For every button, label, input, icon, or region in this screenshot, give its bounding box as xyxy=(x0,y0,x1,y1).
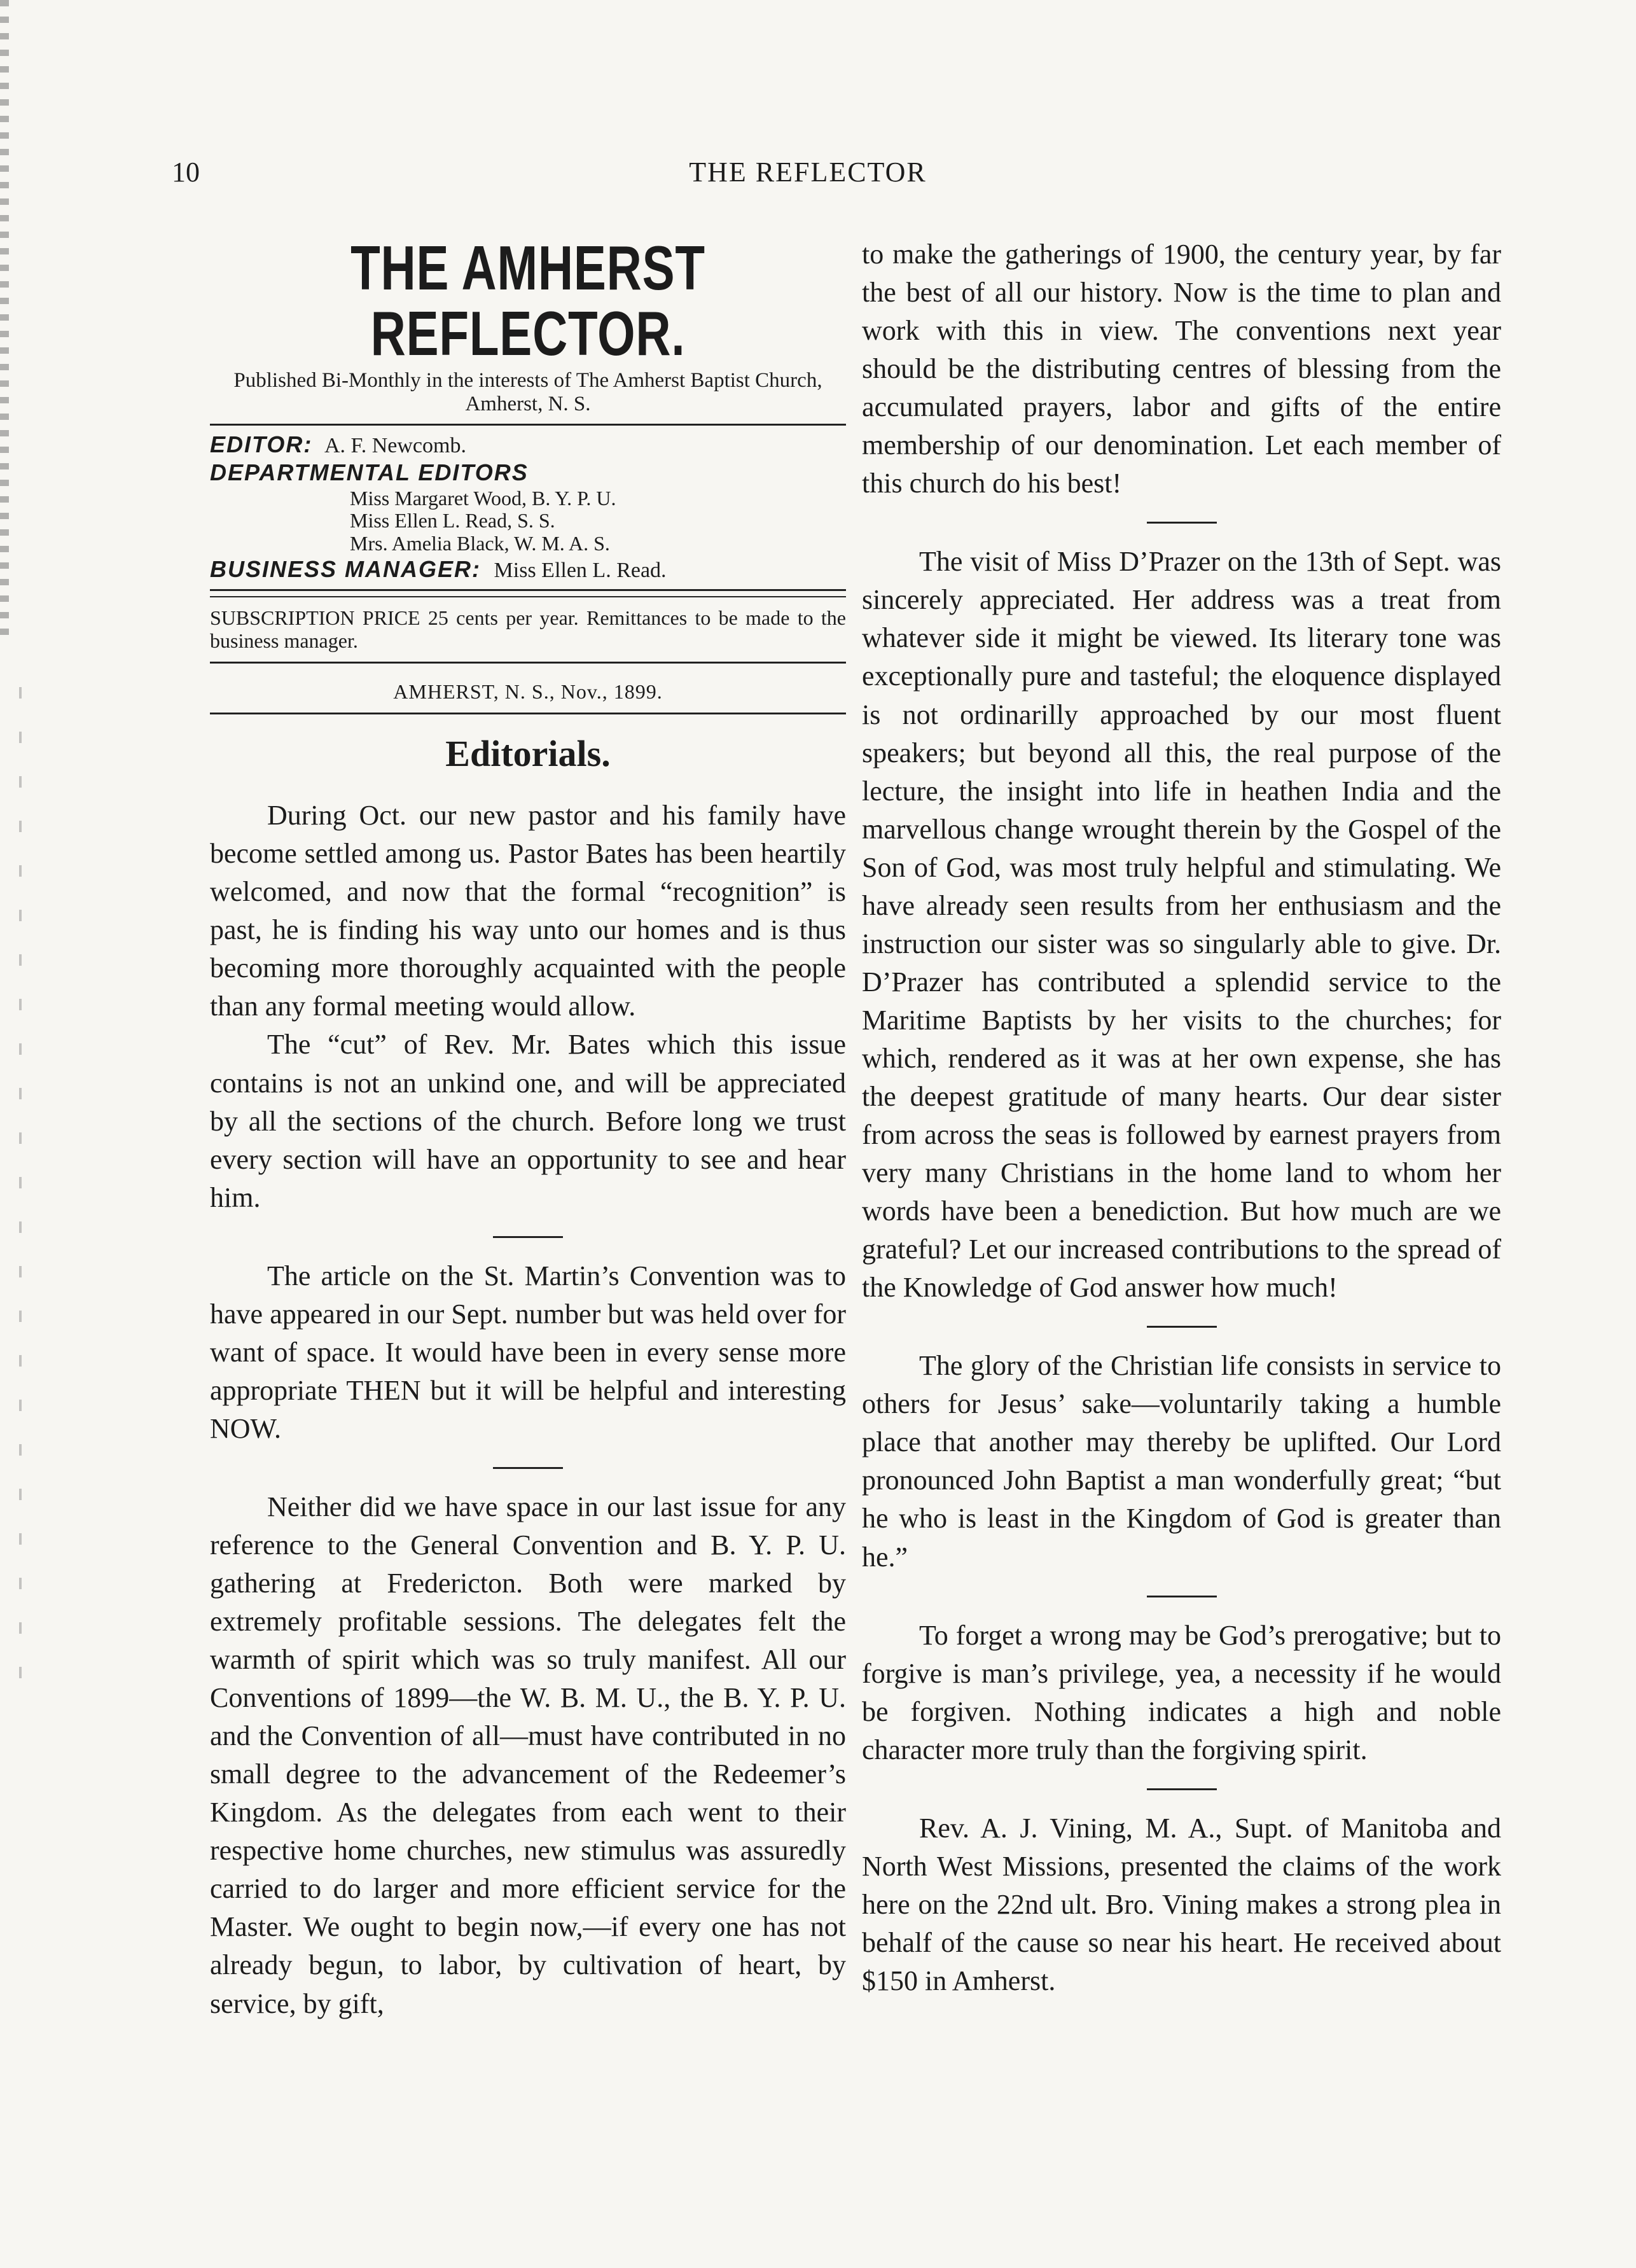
departmental-editors xyxy=(210,487,846,555)
running-title: THE REFLECTOR xyxy=(689,157,927,188)
departmental-line xyxy=(210,459,846,487)
editor-line xyxy=(210,431,846,459)
running-head xyxy=(172,156,1444,194)
separator xyxy=(1147,1326,1217,1328)
editorial-paragraph: Rev. A. J. Vining, M. A., Supt. of Manitoba and North West Missions, presented the claims of the work here on the 22nd ult. Bro. Vining makes a strong plea in behalf of the cause so near his heart. He received about $150 in Amherst. xyxy=(862,1812,1501,1996)
divider xyxy=(210,713,846,714)
right-column xyxy=(862,235,1501,2000)
separator xyxy=(493,1467,563,1469)
scan-edge-mark xyxy=(19,687,22,1705)
divider xyxy=(210,424,846,426)
departmental-label: DEPARTMENTAL EDITORS xyxy=(210,459,529,486)
subscription-notice: SUBSCRIPTION PRICE 25 cents per year. Remittances to be made to the business manager. xyxy=(210,606,846,653)
editor-label: EDITOR: xyxy=(210,431,313,457)
editorial-paragraph: The article on the St. Martin’s Convention was to have appeared in our Sept. number but was held over for want of space. It would have been in every sense more appropriate THEN but it will be helpful and interesting NOW. xyxy=(210,1260,846,1444)
separator xyxy=(1147,1788,1217,1790)
masthead-subtitle: Published Bi-Monthly in the interests of The Amherst Baptist Church, Amherst, N. S. xyxy=(233,368,822,415)
business-label: BUSINESS MANAGER: xyxy=(210,556,482,583)
editorial-paragraph: To forget a wrong may be God’s prerogative; but to forgive is man’s privilege, yea, a necessity if he would be forgiven. Nothing indicates a high and noble character more truly than the forgiving spirit. xyxy=(862,1619,1501,1765)
dateline: AMHERST, N. S., Nov., 1899. xyxy=(393,680,663,704)
divider xyxy=(210,589,846,591)
masthead-title: THE AMHERST REFLECTOR. xyxy=(350,233,705,368)
scan-edge-mark xyxy=(0,0,9,636)
page-number: 10 xyxy=(172,157,200,188)
editorial-paragraph: The glory of the Christian life consists in service to others for Jesus’ sake—voluntarily taking a humble place that another may thereby be uplifted. Our Lord pronounced John Baptist a man wonderfully great; “but he who is least in the Kingdom of God is greater than he.” xyxy=(862,1350,1501,1573)
editorial-paragraph: Neither did we have space in our last issue for any reference to the General Convention and B. Y. P. U. gathering at Fredericton. Both were marked by extremely profitable sessions. The delegates felt the warmth of spirit which was so truly manifest. All our Conventions of 1899—the W. B. M. U., the B. Y. P. U. and the Convention of all—must have contributed in no small degree to the advancement of the Redeemer’s Kingdom. As the delegates from each went to their respective home churches, new stimulus was assuredly carried to do larger and more efficient service for the Master. We ought to begin now,—if every one has not already begun, to labor, by cultivation of heart, by service, by gift, xyxy=(210,1491,846,2019)
editorial-paragraph: The “cut” of Rev. Mr. Bates which this issue contains is not an unkind one, and will be appreciated by all the sections of the church. Before long we trust every section will have an opportunity to see and hear him. xyxy=(210,1029,846,1213)
editor-name: A. F. Newcomb. xyxy=(324,433,466,457)
section-heading: Editorials. xyxy=(445,733,611,775)
editorial-paragraph: The visit of Miss D’Prazer on the 13th of Sept. was sincerely appreciated. Her address was a treat from whatever side it might be viewed. Its literary tone was exceptionally pure and tasteful; the eloquence displayed is not ordinarilly approached by our most fluent speakers; but beyond all this, the real purpose of the lecture, the insight into life in heathen India and the marvellous change wrought therein by the Gospel of the Son of God, was most truly helpful and stimulating. We have already seen results from her enthusiasm and the instruction our sister was so singularly able to give. Dr. D’Prazer has contributed a splendid service to the Maritime Baptists by her visits to the churches; for which, rendered as it was at her own expense, she has the deepest gratitude of many hearts. Our dear sister from across the seas is followed by earnest prayers from very many Christians in the home land to whom her words have been a benediction. But how much are we grateful? Let our increased contributions to the spread of the Knowledge of God answer how much! xyxy=(862,546,1501,1304)
separator xyxy=(1147,1596,1217,1597)
departmental-editor: Mrs. Amelia Black, W. M. A. S. xyxy=(350,532,610,555)
separator xyxy=(493,1236,563,1238)
departmental-editor: Miss Margaret Wood, B. Y. P. U. xyxy=(350,486,616,510)
divider xyxy=(210,662,846,664)
editorial-paragraph: During Oct. our new pastor and his family have become settled among us. Pastor Bates has been heartily welcomed, and now that the formal “recognition” is past, he is finding his way unto our homes and is thus becoming more thoroughly acquainted with the people than any formal meeting would allow. xyxy=(210,800,846,1022)
left-column xyxy=(210,235,846,2023)
business-name: Miss Ellen L. Read. xyxy=(494,559,667,583)
divider xyxy=(210,596,846,597)
editorial-paragraph: to make the gatherings of 1900, the century year, by far the best of all our history. Now is the time to plan and work with this in view. The conventions next year should be the distributing centres of blessing from the accumulated prayers, labor and gifts of the entire membership of our denomination. Let each member of this church do his best! xyxy=(862,239,1501,499)
departmental-editor: Miss Ellen L. Read, S. S. xyxy=(350,509,555,532)
business-line xyxy=(210,555,846,583)
separator xyxy=(1147,522,1217,524)
